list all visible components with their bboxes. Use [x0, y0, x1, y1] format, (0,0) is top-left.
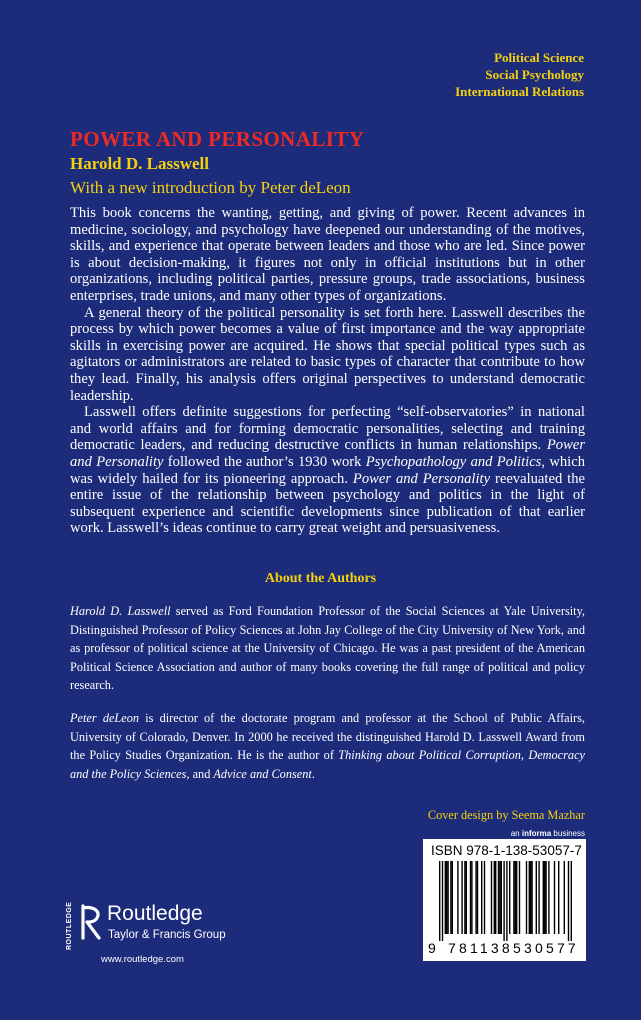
barcode-bar [471, 861, 472, 934]
isbn-barcode-box [423, 839, 586, 961]
barcode-bar [445, 861, 446, 934]
barcode-bar [498, 861, 499, 934]
barcode-bar [564, 861, 565, 934]
barcode-bar [530, 861, 531, 934]
barcode-bar [495, 861, 496, 934]
author-name: Harold D. Lasswell [70, 154, 210, 173]
book-title: POWER AND PERSONALITY [70, 127, 365, 151]
barcode-digit-first: 9 [428, 940, 436, 956]
barcode-bar [457, 861, 458, 934]
barcode-bar [558, 861, 559, 934]
barcode-bar [545, 861, 546, 934]
text-run: , [520, 748, 529, 762]
publisher-website: www.routledge.com [101, 954, 184, 965]
barcode-bar [506, 861, 507, 941]
barcode-bar [466, 861, 467, 934]
book-reference: Advice and Consent [213, 766, 312, 781]
barcode-bar [519, 861, 520, 934]
book-reference: Democracy and the Policy Sciences [70, 748, 585, 781]
isbn-number: ISBN 978-1-138-53057-7 [431, 843, 582, 858]
barcode-bar [475, 861, 476, 934]
barcode-bar [491, 861, 492, 934]
author-bio-lasswell [70, 602, 585, 695]
subject-item: Political Science [494, 50, 584, 65]
bio-text: is director of the doctorate program and professor at the School of Public Affairs, University of Colorado, Denver. In 2000 he received the distinguished Harold D. Lasswell Award from the Policy Studies Organization. He is the author of [70, 711, 586, 762]
bio-name: Harold D. Lasswell [70, 604, 171, 618]
barcode-bar [494, 861, 495, 934]
barcode-digit-group: 781138 [448, 940, 513, 956]
barcode-bar [509, 861, 510, 934]
barcode-bar [515, 861, 516, 934]
barcode-bar [447, 861, 448, 934]
informa-tagline [511, 829, 585, 838]
book-reference: Power and Personality [70, 437, 585, 470]
barcode-bar [548, 861, 549, 934]
subject-item: International Relations [455, 84, 584, 99]
book-description [70, 205, 585, 537]
barcode-bar [529, 861, 530, 934]
barcode-bar [544, 861, 545, 934]
barcode-bar [571, 861, 572, 941]
barcode-bar [452, 861, 453, 934]
barcode-bar [568, 861, 569, 941]
barcode-bar [543, 861, 544, 934]
informa-brand: informa [521, 829, 552, 838]
barcode-icon [429, 861, 580, 941]
barcode-bar [450, 861, 451, 934]
text-run: , which was widely hailed for its pioneering approach. [70, 453, 585, 487]
subject-list [455, 49, 584, 100]
barcode-bar [464, 861, 465, 934]
about-authors-heading: About the Authors [264, 571, 377, 586]
author-bio-deleon [70, 709, 585, 783]
publisher-group: Taylor & Francis Group [108, 929, 226, 941]
barcode-bar [536, 861, 537, 934]
barcode-bar [526, 861, 527, 934]
text-run: . [311, 766, 315, 781]
text-run: business [551, 829, 585, 838]
text-run: reevaluated the entire issue of the relationship between psychology and politics in the light of subsequent experience and scientific developments since publication of that earlier work. Lasswell’s ideas continue to carry great weight and persuasiveness. [70, 470, 585, 537]
publisher-name: Routledge [107, 902, 203, 925]
barcode-bar [503, 861, 504, 941]
text-run: Lasswell offers definite suggestions for perfecting “self-observatories” in national and world affairs and for forming democratic personalities, selecting and training democratic leaders, and reducing destructive conflicts in human relationships. [70, 404, 585, 454]
description-paragraph: This book concerns the wanting, getting, and giving of power. Recent advances in medicine, sociology, and psychology have deepened our understanding of the motives, skills, and experience that operate between leaders and those who are led. Since power is about decision-making, it figures not only in official institutions but in other organizations, including political parties, pressure groups, trade associations, business enterprises, trade unions, and many other types of organizations. [70, 205, 585, 304]
barcode-bar [513, 861, 514, 934]
publisher-vertical-text: ROUTLEDGE [66, 901, 73, 951]
barcode-bar [442, 861, 443, 941]
barcode-digit-group: 530577 [513, 940, 579, 956]
barcode-bar [501, 861, 502, 934]
book-reference: Thinking about Political Corruption [338, 748, 521, 762]
barcode-bar [516, 861, 517, 934]
book-reference: Power and Personality [352, 470, 491, 487]
description-paragraph: A general theory of the political personality is set forth here. Lasswell describes the process by which power becomes a value of first importance and the way appropriate skills in exercising power are acquired. He shows that special political types such as agitators or administrators are related to basic types of character that contribute to how they lead. Finally, his analysis offers original perspectives to understand democratic leadership. [70, 304, 585, 404]
barcode-bar [484, 861, 485, 934]
barcode-bar [470, 861, 471, 934]
barcode-bar [439, 861, 440, 941]
introduction-credit: With a new introduction by Peter deLeon [70, 178, 351, 197]
text-run: an [510, 829, 522, 838]
book-reference: Psychopathology and Politics [365, 453, 542, 470]
subject-item: Social Psychology [485, 67, 584, 82]
text-run: followed the author’s 1930 work [163, 453, 366, 470]
barcode-bar [477, 861, 478, 934]
bio-text: served as Ford Foundation Professor of the Social Sciences at Yale University, Distinguished Professor of Policy Sciences at John Jay College of the City University of New York, and as professor of political science at the University of Chicago. He was a past president of the American Political Science Association and author of many books covering the full range of political and policy research. [70, 604, 585, 692]
barcode-bar [481, 861, 482, 934]
routledge-logo-icon [79, 904, 105, 940]
barcode-bar [499, 861, 500, 934]
barcode-bar [461, 861, 462, 934]
cover-design-credit: Cover design by Seema Mazhar [427, 808, 585, 822]
bio-name: Peter deLeon [70, 711, 140, 725]
barcode-bar [554, 861, 555, 934]
barcode-bar [446, 861, 447, 934]
barcode-bar [531, 861, 532, 934]
routledge-logo [66, 896, 236, 956]
description-paragraph [70, 404, 585, 537]
barcode-bar [538, 861, 539, 934]
text-run: , and [186, 766, 214, 781]
